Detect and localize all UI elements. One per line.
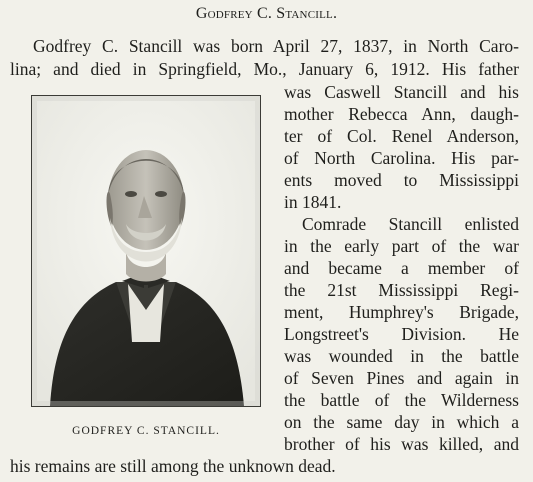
text-line: in 1841.	[284, 192, 342, 212]
text-line: in the early part of the war	[284, 236, 519, 256]
text-line: Comrade Stancill enlisted	[302, 214, 519, 234]
text-line: his remains are still among the unknown dead.	[10, 456, 336, 476]
text-line: ter of Col. Renel Anderson,	[284, 126, 519, 146]
text-line: Godfrey C. Stancill was born April 27, 1837, in North Caro-	[33, 36, 519, 56]
text-line: and became a member of	[284, 258, 519, 278]
text-line: lina; and died in Springfield, Mo., January 6, 1912. His father	[10, 59, 519, 79]
text-line: of North Carolina. His par-	[284, 148, 519, 168]
page-title: Godfrey C. Stancill.	[195, 5, 338, 22]
text-line: brother of his was killed, and	[284, 434, 519, 454]
text-line: the battle of the Wilderness	[284, 390, 519, 410]
portrait-photo-icon	[32, 96, 260, 406]
text-line: was wounded in the battle	[284, 346, 519, 366]
text-line: mother Rebecca Ann, daugh-	[284, 104, 519, 124]
portrait-caption: GODFREY C. STANCILL.	[72, 425, 220, 437]
text-line: Longstreet's Division. He	[284, 324, 519, 344]
text-line: the 21st Mississippi Regi-	[284, 280, 519, 300]
text-line: was Caswell Stancill and his	[284, 82, 519, 102]
portrait-photo	[31, 95, 261, 407]
text-line: ents moved to Mississippi	[284, 170, 519, 190]
text-line: of Seven Pines and again in	[284, 368, 519, 388]
text-line: ment, Humphrey's Brigade,	[284, 302, 519, 322]
text-line: on the same day in which a	[284, 412, 519, 432]
